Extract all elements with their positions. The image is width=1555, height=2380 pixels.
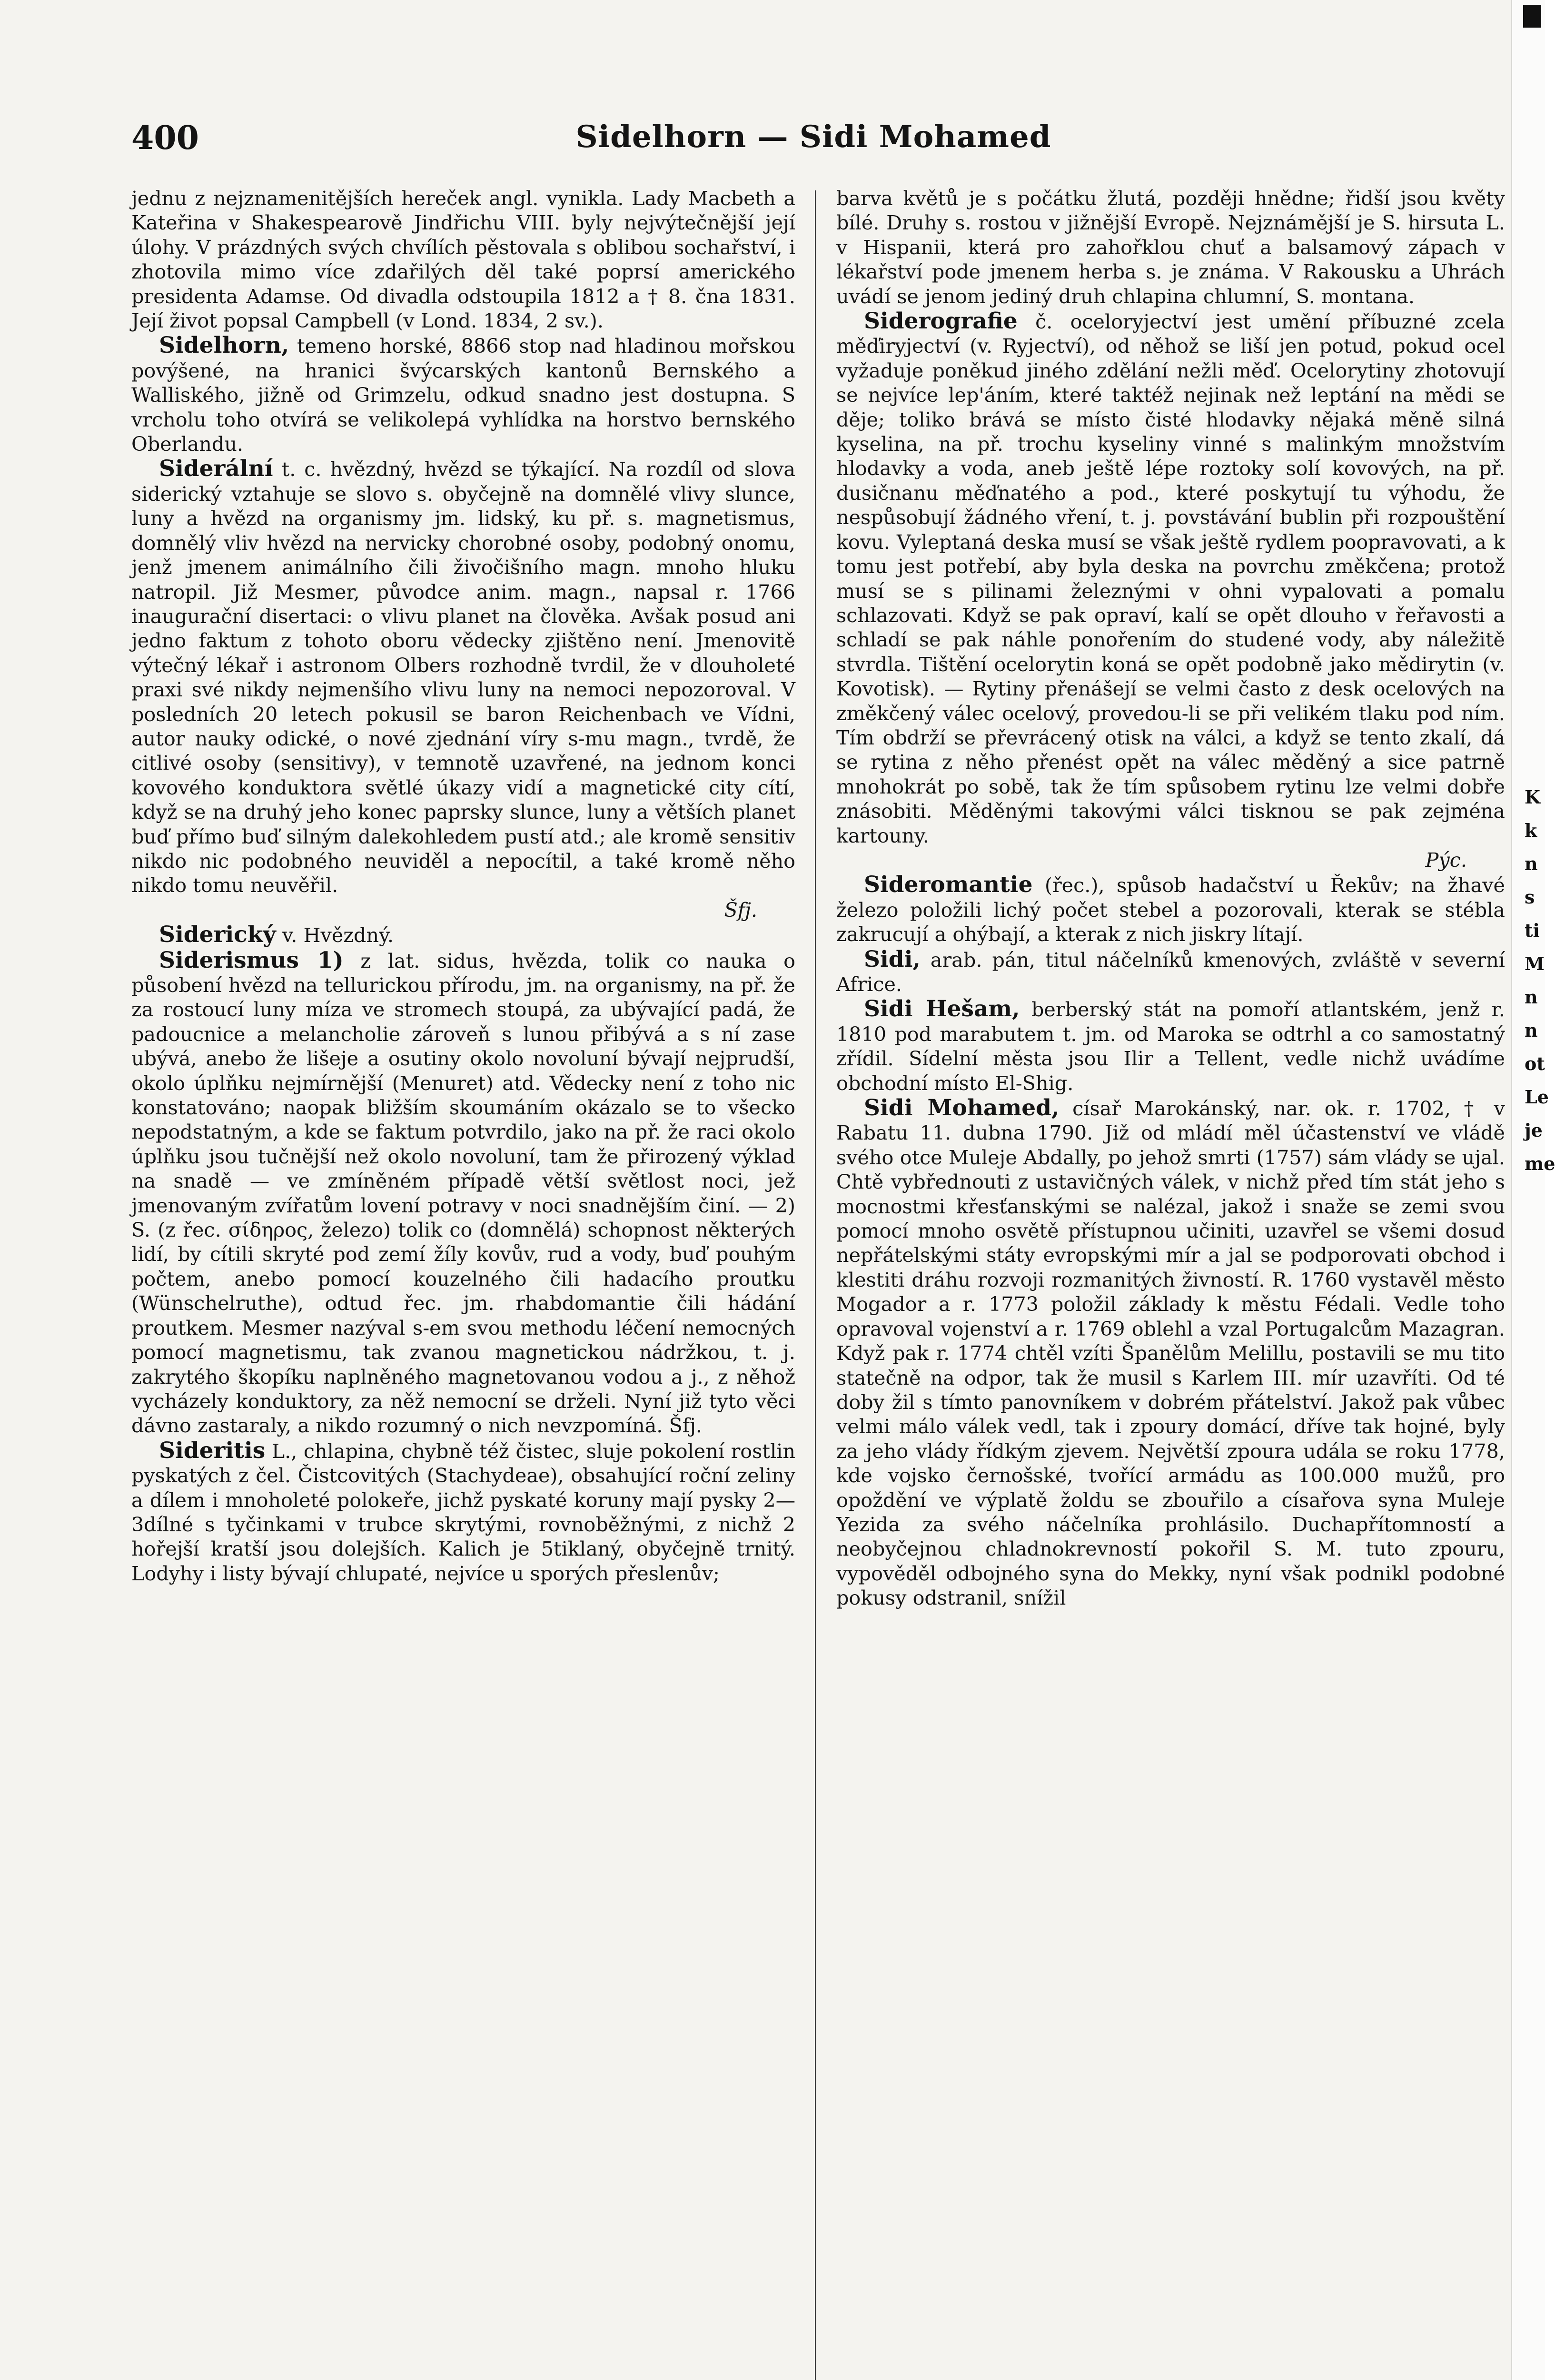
entry-headword: Siderografie	[864, 308, 1018, 335]
left-column	[131, 187, 795, 2380]
entry-text: t. c. hvězdný, hvězd se týkající. Na rozdíl od slova siderický vztahuje se slovo s. obyčejně na domnělé vlivy slunce, luny a hvězd na organismy jm. lidský, ku př. s. magnetismus, domnělý vliv hvězd na nervicky chorobné osoby, podobný onomu, jenž jmenem animálního čili živočišního magn. mnoho hluku natropil. Již Mesmer, původce anim. magn., napsal r. 1766 inaugurační disertaci: o vlivu planet na člověka. Avšak posud ani jedno faktum z tohoto oboru vědecky zjištěno není. Jmenovitě výtečný lékař i astronom Olbers rozhodně tvrdil, že v dlouholeté praxi své nikdy nejmenšího vlivu luny na nemoci nepozoroval. V posledních 20 letech pokusil se baron Reichenbach ve Vídni, autor nauky odické, o nové zjednání víry s-mu magn., tvrdě, že citlivé osoby (sensitivy), v temnotě uzavřené, na jednom konci kovového konduktora světlé úkazy vidí a magnetické city cítí, když se na druhý jeho konec paprsky slunce, luny a větších planet buď přímo buď silným dalekohledem pustí atd.; ale kromě sensitiv nikdo nic podobného neuviděl a nepocítil, a také kromě něho nikdo tomu neuvěřil.	[131, 458, 795, 897]
next-page-edge-text	[1525, 781, 1555, 1180]
edge-letter: ot	[1525, 1053, 1545, 1074]
entry-headword: Siderismus 1)	[159, 947, 344, 973]
entry-text: barva květů je s počátku žlutá, později hnědne; řidší jsou květy bílé. Druhy s. rostou v jižnější Evropě. Nejznámější je S. hirsuta L. v Hispanii, která pro zahořklou chuť a balsamový zápach v lékařství pode jmenem herba s. je známa. V Rakousku a Uhrách uvádí se jenom jediný druh chlapina chlumní, S. montana.	[836, 187, 1505, 308]
author-signature	[836, 848, 1505, 873]
entry-text: L., chlapina, chybně též čistec, sluje pokolení rostlin pyskatých z čel. Čistcovitých (Stachydeae), obsahující roční zeliny a dílem i mnoholeté polokeře, jichž pyskaté koruny mají pysky 2—3dílné s tyčinkami v trubce skrytými, rovnoběžnými, z nichž 2 hořejší kratší jsou dolejších. Kalich je 5tiklaný, obyčejně trnitý. Lodyhy i listy bývají chlupaté, nejvíce u sporých přeslenův;	[131, 1439, 795, 1585]
edge-letter: n	[1525, 1020, 1538, 1041]
dictionary-entry	[131, 456, 795, 898]
edge-letter: n	[1525, 853, 1538, 874]
column-divider	[815, 190, 816, 2380]
edge-letter: ti	[1525, 920, 1540, 941]
entry-text: č. oceloryjectví jest umění příbuzné zcela měďiryjectví (v. Ryjectví), od něhož se liší jen potud, pokud ocel vyžaduje poněkud jiného zdělání nežli měď. Ocelorytiny zhotovují se nejvíce lep'áním, které taktéž nejinak než leptání na mědi se děje; toliko brává se místo čisté hlodavky nějaká měně silná kyselina, na př. trochu kyseliny vinné s malinkým množstvím hlodavky a voda, aneb ještě lépe roztoky solí kovových, na př. dusičnanu měďnatého a pod., které poskytují tu výhodu, že nespůsobují žádného vření, t. j. povstávání bublin při rozpouštění kovu. Vyleptaná deska musí se však ještě rydlem poopravovati, a k tomu jest potřebí, aby byla deska na povrchu změkčena; protož musí se s pilinami železnými v ohni vypalovati a pomalu schlazovati. Když se pak opraví, kalí se opět dlouho v řeřavosti a schladí se pak náhle ponořením do studené vody, aby náležitě stvrdla. Tištění ocelorytin koná se opět podobně jako mědirytin (v. Kovotisk). — Rytiny přenášejí se velmi často z desk ocelových na změkčený válec ocelový, provedou-li se při velikém tlaku pod ním. Tím obdrží se převrácený otisk na válci, a když se tento zkalí, dá se rytina z něho přenést opět na válec měděný a sice patrně mnohokrát po sobě, tak že tím spůsobem rytinu lze velmi dobře znásobiti. Měděnými takovými válci tisknou se pak zejména kartouny.	[836, 310, 1505, 847]
running-head: Sidelhorn — Sidi Mohamed	[575, 119, 1051, 155]
entry-text: z lat. sidus, hvězda, tolik co nauka o působení hvězd na tellurickou přírodu, jm. na organismy, na př. že za rostoucí luny míza ve stromech stoupá, za ubývající padá, že padoucnice a melancholie zároveň s lunou přibývá a s ní zase ubývá, anebo že lišeje a osutiny okolo novoluní bývají nejprudší, okolo úplňku nejmírnější (Menuret) atd. Vědecky není z toho nic konstatováno; naopak bližším skoumáním okázalo se to všecko nepodstatným, a kde se faktum potvrdilo, jako na př. že raci okolo úplňku jsou tučnější než okolo novoluní, tam že přirozený výklad na snadě — ve zmíněném případě větší světlost noci, jež jmenovaným zvířatům lovení potravy v noci snadnějším činí. — 2) S. (z řec. σίδηρος, železo) tolik co (domnělá) schopnost některých lidí, by cítili skryté pod zemí žíly kovův, rud a vody, buď pouhým počtem, anebo pomocí kouzelného čili hadacího proutku (Wünschelruthe), odtud řec. jm. rhabdomantie čili hádání proutkem. Mesmer nazýval s-em svou methodu léčení nemocných pomocí magnetismu, tak zvanou magnetickou nádržkou, t. j. zakrytého škopíku naplněného magnetovanou vodou a j., z něhož vycházely konduktory, za něž nemocní se drželi. Nyní již tyto věci dávno zastaraly, a nikdo rozumný o nich nevzpomíná. Šfj.	[131, 949, 795, 1438]
right-column	[836, 187, 1505, 2380]
entry-headword: Sidi Mohamed,	[864, 1095, 1060, 1121]
dictionary-entry	[836, 187, 1505, 309]
edge-letter: K	[1525, 786, 1541, 808]
dictionary-entry	[836, 997, 1505, 1096]
next-page-edge	[1511, 0, 1555, 2380]
entry-text: v. Hvězdný.	[282, 924, 394, 947]
entry-headword: Sidi Hešam,	[864, 996, 1020, 1022]
edge-letter: n	[1525, 986, 1538, 1008]
registration-mark	[1523, 5, 1541, 28]
author-signature	[131, 898, 795, 922]
entry-headword: Sidi,	[864, 946, 921, 972]
entry-headword: Sideritis	[159, 1437, 266, 1464]
edge-letter: s	[1525, 886, 1535, 908]
page-header	[131, 119, 1496, 157]
entry-headword: Sideromantie	[864, 872, 1033, 898]
dictionary-entry	[131, 333, 795, 456]
edge-letter: M	[1525, 953, 1545, 974]
dictionary-entry	[836, 947, 1505, 997]
entry-text: temeno horské, 8866 stop nad hladinou mořskou povýšené, na hranici švýcarských kantonů Bernského a Walliského, jižně od Grimzelu, odkud snadno jest dostupna. S vrcholu toho otvírá se velikolepá vyhlídka na horstvo bernského Oberlandu.	[131, 335, 795, 456]
entry-text: Šfj.	[724, 898, 757, 922]
page-number: 400	[131, 119, 199, 157]
dictionary-entry	[836, 1096, 1505, 1611]
edge-letter: Le	[1525, 1086, 1549, 1108]
entry-text: berberský stát na pomoří atlantském, jenž r. 1810 pod marabutem t. jm. od Maroka se odtrhl a co samostatný zřídil. Sídelní města jsou Ilir a Tellent, vedle nichž uvádíme obchodní místo El-Shig.	[836, 998, 1505, 1095]
entry-text: (řec.), spůsob hadačství u Řekův; na žhavé železo položili lichý počet stebel a pozorovali, kterak se stébla zakrucují a ohýbají, a kterak z nich jiskry lítají.	[836, 874, 1505, 946]
entry-text: Pýc.	[1425, 848, 1467, 872]
dictionary-entry	[131, 922, 795, 948]
dictionary-entry	[131, 1438, 795, 1586]
dictionary-entry	[131, 948, 795, 1438]
dictionary-entry	[836, 309, 1505, 848]
dictionary-entry	[836, 873, 1505, 947]
entry-headword: Sidelhorn,	[159, 332, 289, 359]
entry-headword: Siderální	[159, 456, 273, 482]
dictionary-entry	[131, 187, 795, 333]
edge-letter: me	[1525, 1153, 1555, 1174]
entry-headword: Siderický	[159, 922, 276, 948]
entry-text: císař Marokánský, nar. ok. r. 1702, † v Rabatu 11. dubna 1790. Již od mládí měl účastenství ve vládě svého otce Muleje Abdally, po jehož smrti (1757) sám vlády se ujal. Chtě vybřednouti z ustavičných válek, v nichž před tím stát jeho s mocnostmi křesťanskými se nalézal, jakož i snaže se zemi svou pomocí mnoho osvětě přístupnou učiniti, uzavřel se všemi dosud nepřátelskými státy evropskými mír a jal se podporovati obchod i klestiti dráhu rozvoji rozmanitých živností. R. 1760 vystavěl město Mogador a r. 1773 položil základy k městu Fédali. Vedle toho opravoval vojenství a r. 1769 oblehl a vzal Portugalcům Mazagran. Když pak r. 1774 chtěl vzíti Španělům Melillu, postavili se mu tito statečně na odpor, tak že musil s Karlem III. mír uzavříti. Od té doby žil s tímto panovníkem v dobrém přátelství. Jakož pak vůbec velmi málo válek vedl, tak i zpoury domácí, dříve tak hojné, byly za jeho vlády řídkým zjevem. Největší zpoura udála se roku 1778, kde vojsko černošské, tvořící armádu as 100.000 mužů, pro opoždění ve výplatě žoldu se zbouřilo a císařova syna Muleje Yezida za svého náčelníka prohlásilo. Duchapřítomností a neobyčejnou chladnokrevností pokořil S. M. tuto zpouru, vypověděl odbojného syna do Mekky, nyní však podnikl podobné pokusy odstranil, snížil	[836, 1097, 1505, 1610]
edge-letter: k	[1525, 820, 1537, 841]
entry-text: jednu z nejznamenitějších hereček angl. vynikla. Lady Macbeth a Kateřina v Shakespearově Jindřichu VIII. byly nejvýtečnější její úlohy. V prázdných svých chvílích pěstovala s oblibou sochařství, i zhotovila mimo více zdařilých děl také poprsí amerického presidenta Adamse. Od divadla odstoupila 1812 a † 8. čna 1831. Její život popsal Campbell (v Lond. 1834, 2 sv.).	[131, 187, 795, 333]
entry-text: arab. pán, titul náčelníků kmenových, zvláště v severní Africe.	[836, 948, 1505, 996]
edge-letter: je	[1525, 1120, 1543, 1141]
